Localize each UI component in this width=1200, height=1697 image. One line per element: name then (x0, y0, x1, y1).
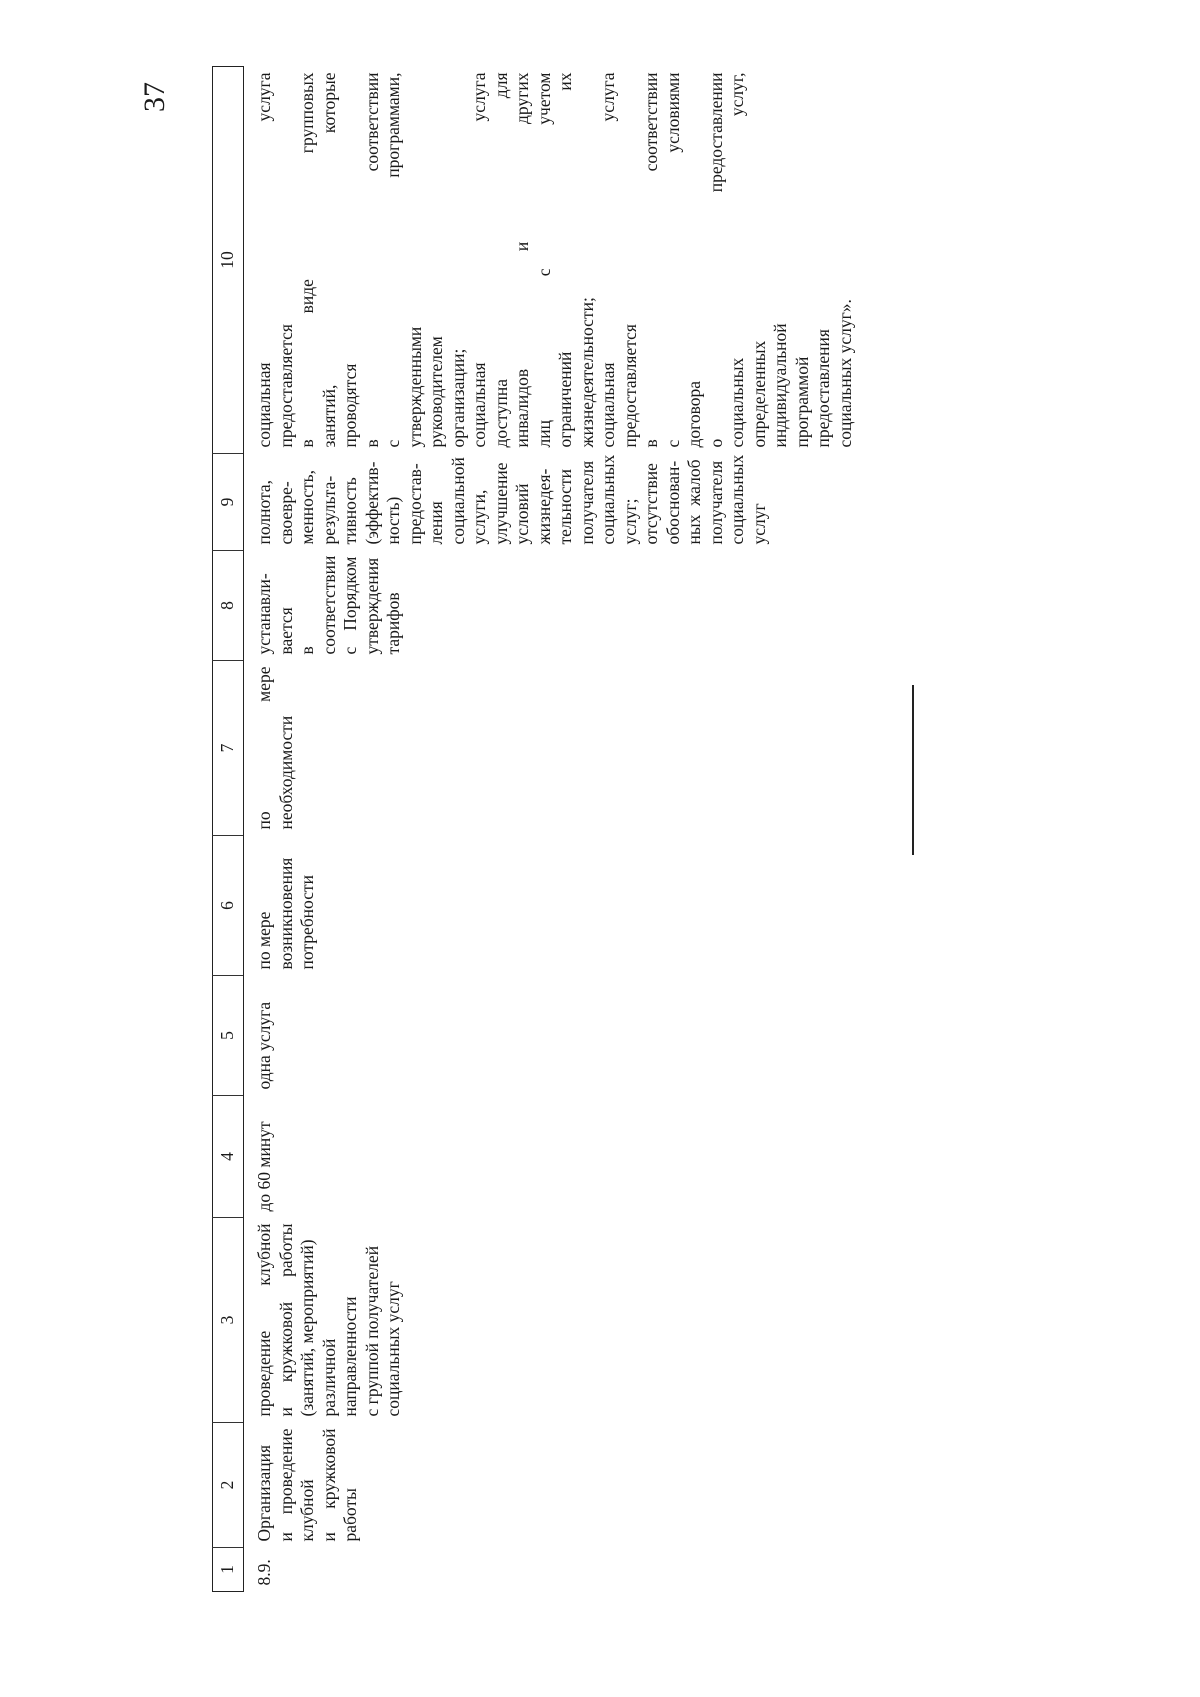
cell-line: социальных (598, 454, 618, 545)
frequency-cell (244, 836, 857, 976)
period-cell (244, 661, 857, 836)
column-header: 4 (213, 1096, 244, 1218)
cell-line: одна услуга (254, 1001, 274, 1090)
cell-line: ления (426, 501, 446, 545)
cell-line: утвержденными (404, 326, 425, 448)
column-header: 8 (213, 551, 244, 661)
unit-cell (244, 976, 857, 1096)
cell-line: с условиями (662, 72, 683, 448)
cell-line: различной (318, 1338, 339, 1417)
cell-line: ность) (383, 496, 403, 545)
cell-line: социальная услуга (598, 72, 618, 448)
cell-line: тельности (555, 469, 575, 545)
cell-line: предоставляется (275, 324, 296, 448)
cell-line: социальных услуг». (834, 299, 855, 448)
cell-line: улучшение (490, 462, 511, 545)
cell-line: с Порядком (340, 556, 360, 655)
conditions-cell (244, 67, 857, 454)
cell-line: предостав- (404, 463, 425, 545)
cell-line: предоставления (813, 329, 833, 448)
cell-line: определенных (748, 340, 769, 448)
cell-line: услуг (748, 503, 769, 545)
cell-line: в (297, 646, 317, 655)
cell-line: работы (340, 1488, 360, 1542)
cell-line: доступна для (490, 72, 511, 448)
cell-line: и кружковой работы (275, 1223, 296, 1417)
cell-line: (эффектив- (361, 461, 382, 545)
cell-line: тивность (340, 477, 360, 545)
cell-line: услуг; (619, 498, 640, 545)
duration-cell (244, 1096, 857, 1218)
cell-line: индивидуальной (770, 323, 790, 448)
header-row (213, 67, 244, 1592)
cell-line: по мере (254, 911, 274, 970)
page-number: 37 (138, 82, 171, 112)
cell-line: жизнедеятельности; (576, 297, 597, 448)
cell-line: вается (275, 607, 296, 655)
cell-line: устанавли- (254, 573, 274, 655)
cell-line: результа- (318, 475, 339, 545)
cell-line: проведение клубной (254, 1223, 274, 1417)
cell-line: направленности (340, 1296, 360, 1417)
column-header: 10 (213, 67, 244, 454)
column-header: 3 (213, 1218, 244, 1423)
cell-line: ограничений их (555, 72, 575, 448)
column-header: 6 (213, 836, 244, 976)
cell-line: ных жалоб (684, 459, 704, 545)
cell-line: (занятий, мероприятий) (297, 1239, 317, 1417)
cell-line: полнота, (254, 479, 274, 545)
cell-line: с группой получателей (361, 1245, 382, 1417)
cell-line: обоснован- (662, 460, 683, 545)
cell-line: социальных услуг, (727, 72, 747, 448)
cell-line: возникновения (275, 857, 296, 970)
service-table-page (212, 67, 1112, 1592)
quality-cell (244, 454, 857, 551)
column-header: 5 (213, 976, 244, 1096)
cell-line: программой (791, 356, 812, 448)
cell-line: и проведение (275, 1428, 296, 1542)
cell-line: занятий, которые (318, 72, 339, 448)
cell-line: в соответствии (641, 72, 661, 448)
cell-line: организации; (447, 348, 468, 448)
cell-line: получателя (705, 460, 726, 545)
cell-line: клубной (297, 1479, 317, 1542)
cell-line: руководителем (426, 336, 446, 448)
cell-line: инвалидов и других (512, 72, 532, 448)
cell-line: социальная услуга (469, 72, 489, 448)
cell-line: социальная услуга (254, 72, 274, 448)
service-table (212, 66, 856, 1592)
cell-line: с программами, (383, 72, 403, 448)
cell-line: менность, (297, 469, 317, 545)
cell-line: получателя (576, 460, 597, 545)
cell-line: жизнедея- (533, 468, 554, 545)
closing-separator-line (912, 685, 914, 855)
tariff-cell (244, 551, 857, 661)
cell-line: соответствии (318, 555, 339, 655)
cell-line: необходимости (275, 715, 296, 830)
table-row (244, 67, 857, 1592)
cell-line: в соответствии (361, 72, 382, 448)
row-number: 8.9. (254, 1559, 274, 1586)
cell-line: тарифов (383, 592, 403, 655)
cell-line: социальной (447, 457, 468, 545)
cell-line: социальных (727, 454, 747, 545)
cell-line: услуги, (469, 489, 489, 545)
service-content-cell (244, 1218, 857, 1423)
column-header: 9 (213, 454, 244, 551)
cell-line: социальных услуг (383, 1281, 403, 1417)
cell-line: предоставляется (619, 324, 640, 448)
cell-line: договора (684, 380, 704, 448)
cell-line: утверждения (361, 557, 382, 655)
cell-line: Организация (254, 1444, 274, 1542)
cell-line: до 60 минут (254, 1121, 274, 1212)
cell-line: условий (512, 483, 532, 545)
column-header: 7 (213, 661, 244, 836)
cell-line: отсутствие (641, 463, 661, 545)
column-header: 2 (213, 1423, 244, 1548)
cell-line: и кружковой (318, 1428, 339, 1542)
cell-line: лиц с учетом (533, 72, 554, 448)
cell-line: потребности (297, 875, 317, 970)
service-name-cell (244, 1423, 857, 1548)
cell-line: в виде групповых (297, 72, 317, 448)
cell-line: проводятся (340, 363, 360, 448)
column-header: 1 (213, 1548, 244, 1592)
cell-line: о предоставлении (705, 72, 726, 448)
cell-line: по мере (254, 666, 274, 830)
cell-line: своевре- (275, 481, 296, 545)
